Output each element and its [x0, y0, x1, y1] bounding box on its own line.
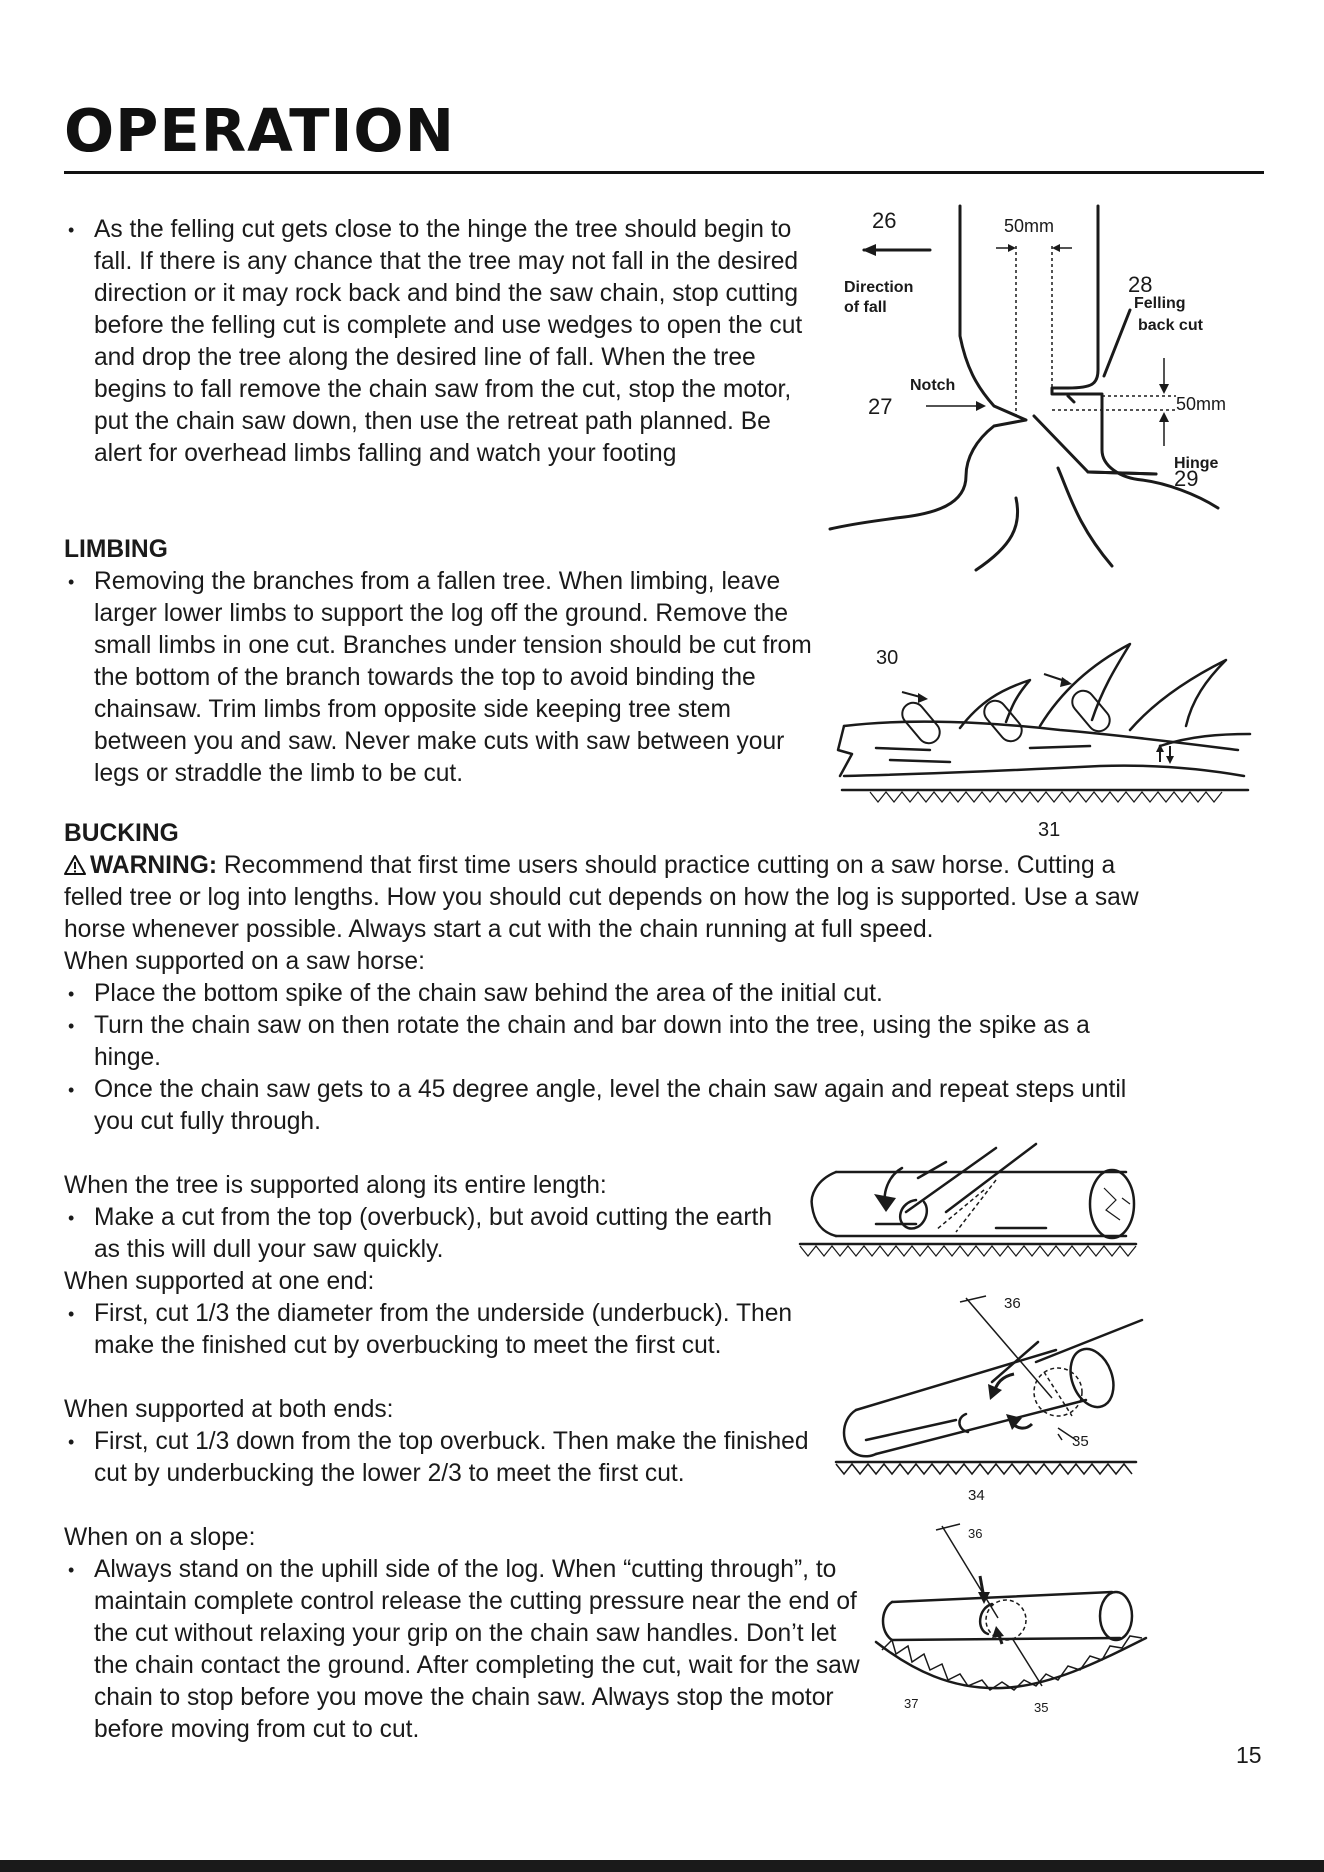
hinge-label: Hinge: [1174, 455, 1219, 472]
warning-text: Recommend that first time users should practice cutting on a saw horse. Cutting a felled tree or log into lengths. How you should cut depends on how the log is supported. Use a saw horse whenever possible. Always start a cut with the chain running at full speed.: [64, 852, 1139, 943]
label-31: 31: [1038, 819, 1061, 841]
warning-label: WARNING:: [90, 852, 218, 879]
one-end-item: • First, cut 1/3 the diameter from the underside (underbuck). Then make the finished cut by overbucking to meet the first cut.: [64, 1298, 824, 1362]
label-37: 37: [904, 1696, 919, 1711]
limbing-section: [64, 534, 824, 790]
slope-section: [64, 1522, 864, 1746]
slope-item: • Always stand on the uphill side of the log. When “cutting through”, to maintain complete control release the cutting pressure near the end of the cut without relaxing your grip on the chain saw handles. Don’t let the chain contact the ground. After completing the cut, wait for the saw chain to stop before you move the chain saw. Always stop the motor before moving from cut to cut.: [64, 1554, 864, 1746]
saw-horse-label: When supported on a saw horse:: [64, 948, 425, 975]
label-27: 27: [868, 394, 893, 419]
entire-length-item: • Make a cut from the top (overbuck), but avoid cutting the earth as this will dull your saw quickly.: [64, 1202, 804, 1266]
felling-cut-diagram: [826, 196, 1246, 576]
bucking-warning: [64, 850, 1144, 946]
slope-diagram: [872, 1520, 1152, 1720]
label-28: 28: [1128, 272, 1153, 297]
notch-label: Notch: [910, 377, 956, 394]
page-number: 15: [1236, 1742, 1262, 1768]
label-36-top: 36: [1004, 1295, 1021, 1312]
label-36-bottom: 36: [968, 1526, 983, 1541]
page-bottom-border: [0, 1860, 1324, 1872]
felling-label-1: Felling: [1134, 295, 1186, 312]
saw-horse-item: • Turn the chain saw on then rotate the chain and bar down into the tree, using the spike as a hinge.: [64, 1010, 1144, 1074]
entire-length-section: [64, 1170, 804, 1266]
bucking-section: [64, 818, 1144, 1138]
label-34: 34: [968, 1487, 985, 1504]
label-29: 29: [1174, 466, 1199, 491]
direction-label-1: Direction: [844, 279, 914, 296]
entire-length-label: When the tree is supported along its entire length:: [64, 1172, 607, 1199]
page-title: OPERATION: [64, 96, 455, 165]
felling-section: [64, 214, 824, 470]
saw-horse-item: • Once the chain saw gets to a 45 degree angle, level the chain saw again and repeat steps until you cut fully through.: [64, 1074, 1144, 1138]
felling-paragraph: • As the felling cut gets close to the hinge the tree should begin to fall. If there is any chance that the tree may not fall in the desired direction or it may rock back and bind the saw chain, stop cutting before the felling cut is complete and use wedges to open the cut and drop the tree along the desired line of fall. When the tree begins to fall remove the chain saw from the cut, stop the motor, put the chain saw down, then use the retreat path planned. Be alert for overhead limbs falling and watch your footing: [64, 214, 824, 470]
label-35-top: 35: [1072, 1433, 1089, 1450]
one-end-section: [64, 1266, 824, 1362]
both-ends-item: • First, cut 1/3 down from the top overbuck. Then make the finished cut by underbucking the lower 2/3 to meet the first cut.: [64, 1426, 824, 1490]
dim-side-50mm: 50mm: [1176, 394, 1227, 414]
one-end-diagram: [836, 1290, 1148, 1510]
label-26: 26: [872, 208, 897, 233]
limbing-heading: LIMBING: [64, 536, 168, 563]
direction-label-2: of fall: [844, 299, 887, 316]
slope-label: When on a slope:: [64, 1524, 256, 1551]
saw-horse-item: • Place the bottom spike of the chain saw behind the area of the initial cut.: [64, 978, 1144, 1010]
dim-top-50mm: 50mm: [1004, 216, 1055, 236]
label-30: 30: [876, 647, 899, 669]
bucking-heading: BUCKING: [64, 820, 179, 847]
both-ends-label: When supported at both ends:: [64, 1396, 394, 1423]
label-35-bottom: 35: [1034, 1700, 1049, 1715]
both-ends-section: [64, 1394, 824, 1490]
title-rule: [64, 171, 1264, 174]
limbing-diagram: [830, 630, 1250, 850]
felling-label-2: back cut: [1138, 317, 1203, 334]
limbing-paragraph: • Removing the branches from a fallen tree. When limbing, leave larger lower limbs to support the log off the ground. Remove the small limbs in one cut. Branches under tension should be cut from the bottom of the branch towards the top to avoid binding the chainsaw. Trim limbs from opposite side keeping tree stem between you and saw. Never make cuts with saw between your legs or straddle the limb to be cut.: [64, 566, 824, 790]
warning-triangle-icon: [64, 855, 86, 875]
one-end-label: When supported at one end:: [64, 1268, 375, 1295]
entire-length-diagram: [796, 1140, 1146, 1262]
